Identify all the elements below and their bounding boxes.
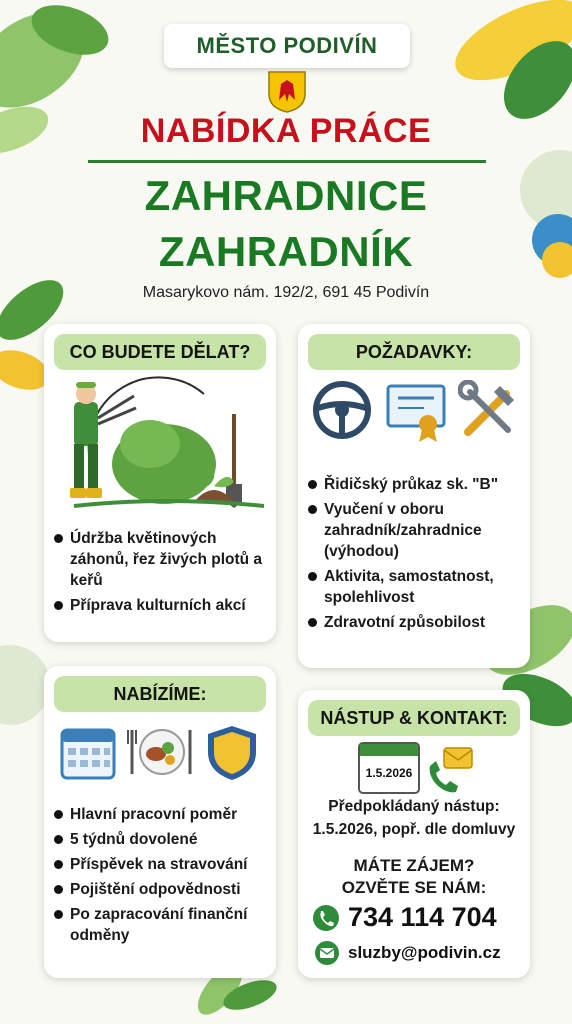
tools-icon — [458, 380, 520, 442]
shield-icon — [204, 722, 260, 784]
circle-decor-left — [0, 640, 50, 730]
email-row[interactable] — [314, 940, 501, 966]
job-title-male: ZAHRADNÍK — [158, 228, 414, 275]
list-item: Údržba květinových záhonů, řez živých plotů a keřů — [54, 528, 268, 591]
cta-line1: MÁTE ZÁJEM? — [353, 856, 475, 875]
list-item: 5 týdnů dovolené — [54, 829, 268, 850]
list-item: Řidičský průkaz sk. "B" — [308, 474, 522, 495]
list-item: Příspěvek na stravování — [54, 854, 268, 875]
calendar-date: 1.5.2026 — [365, 766, 413, 780]
list-item: Po zapracování finanční odměny — [54, 904, 268, 946]
cta-line2: OZVĚTE SE NÁM: — [341, 878, 487, 897]
list-item: Vyučení v oboru zahradník/zahradnice (výhodou) — [308, 499, 522, 562]
certificate-icon — [384, 380, 450, 444]
list-item: Pojištění odpovědnosti — [54, 879, 268, 900]
steering-wheel-icon — [312, 380, 372, 440]
phone-mail-icon — [424, 744, 476, 794]
phone-row[interactable] — [312, 902, 497, 933]
calendar-header — [360, 744, 418, 756]
email-address[interactable]: sluzby@podivin.cz — [348, 943, 501, 962]
requirements-heading: POŽADAVKY: — [308, 334, 520, 370]
page-title: NABÍDKA PRÁCE — [140, 112, 432, 150]
mail-icon — [314, 940, 340, 966]
gardener-illustration-icon — [54, 374, 266, 514]
phone-icon — [312, 904, 340, 932]
list-item: Aktivita, samostatnost, spolehlivost — [308, 566, 522, 608]
duties-card — [44, 324, 276, 642]
calendar-icon — [58, 722, 118, 782]
town-label: MĚSTO PODIVÍN — [164, 24, 410, 68]
list-item: Příprava kulturních akcí — [54, 595, 268, 616]
offer-heading: NABÍZÍME: — [54, 676, 266, 712]
duties-heading: CO BUDETE DĚLAT? — [54, 334, 266, 370]
offer-card — [44, 666, 276, 978]
start-calendar-icon — [358, 742, 420, 794]
address: Masarykovo nám. 192/2, 691 45 Podivín — [142, 284, 430, 301]
phone-number[interactable]: 734 114 704 — [348, 902, 497, 932]
contact-heading: NÁSTUP & KONTAKT: — [308, 700, 520, 736]
job-title-female: ZAHRADNICE — [144, 172, 428, 219]
start-date: 1.5.2026, popř. dle domluvy — [312, 821, 516, 838]
requirements-card — [298, 324, 530, 668]
meal-icon — [126, 722, 196, 782]
title-divider — [88, 160, 486, 163]
list-item: Hlavní pracovní poměr — [54, 804, 268, 825]
list-item: Zdravotní způsobilost — [308, 612, 522, 633]
start-label: Předpokládaný nástup: — [328, 798, 500, 815]
coat-of-arms-icon — [267, 70, 307, 114]
contact-card — [298, 690, 530, 978]
